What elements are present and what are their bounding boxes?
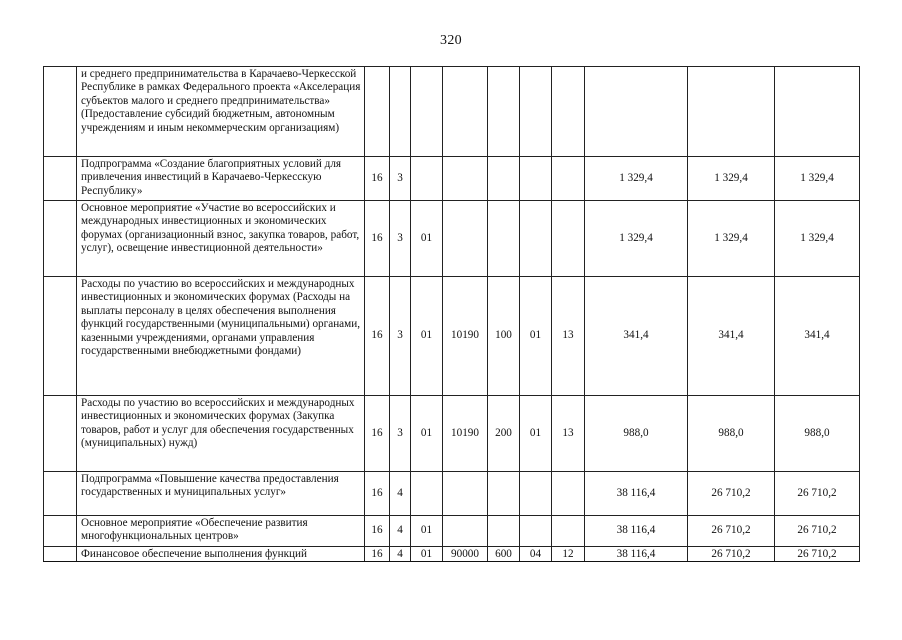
expense-type-cell: 200: [488, 396, 520, 472]
ministry-code-cell: 16: [365, 157, 390, 201]
amount-year-3-cell: 26 710,2: [775, 472, 860, 516]
item-name-cell: Подпрограмма «Создание благоприятных условий для привлечения инвестиций в Карачаево-Черкесскую Республику»: [77, 157, 365, 201]
row-number-cell: [44, 157, 77, 201]
direction-code-cell: [443, 67, 488, 157]
ministry-code-cell: 16: [365, 516, 390, 547]
table-row: [44, 277, 860, 396]
event-code-cell: [411, 472, 443, 516]
program-code-cell: 3: [390, 201, 411, 277]
page-number: 320: [440, 33, 462, 48]
section-cell: [520, 472, 552, 516]
amount-year-1-cell: [585, 67, 688, 157]
amount-year-3-cell: 26 710,2: [775, 547, 860, 562]
event-code-cell: [411, 67, 443, 157]
subsection-cell: [552, 472, 585, 516]
amount-year-3-cell: [775, 67, 860, 157]
amount-year-1-cell: 988,0: [585, 396, 688, 472]
program-code-cell: 3: [390, 157, 411, 201]
subsection-cell: [552, 67, 585, 157]
subsection-cell: [552, 516, 585, 547]
direction-code-cell: 90000: [443, 547, 488, 562]
item-name-cell: Расходы по участию во всероссийских и международных инвестиционных и экономических форумах (Расходы на выплаты персоналу в целях обеспечения выполнения функций государственными (муниципальными) органами, казенными учреждениями, органами управления государственными внебюджетными фондами): [77, 277, 365, 396]
ministry-code-cell: 16: [365, 277, 390, 396]
expense-type-cell: [488, 516, 520, 547]
subsection-cell: 12: [552, 547, 585, 562]
program-code-cell: 3: [390, 396, 411, 472]
section-cell: [520, 516, 552, 547]
expense-type-cell: 100: [488, 277, 520, 396]
event-code-cell: 01: [411, 516, 443, 547]
subsection-cell: [552, 157, 585, 201]
amount-year-2-cell: 26 710,2: [688, 472, 775, 516]
amount-year-2-cell: 341,4: [688, 277, 775, 396]
table-row: [44, 201, 860, 277]
expense-type-cell: 600: [488, 547, 520, 562]
item-name-cell: Основное мероприятие «Участие во всероссийских и международных инвестиционных и экономических форумах (организационный взнос, закупка товаров, работ, услуг), освещение инвестиционной деятельности»: [77, 201, 365, 277]
ministry-code-cell: [365, 67, 390, 157]
table-row: [44, 472, 860, 516]
item-name-cell: и среднего предпринимательства в Карачаево-Черкесской Республике в рамках Федерального проекта «Акселерация субъектов малого и среднего предпринимательства» (Предоставление субсидий бюджетным, автономным учреждениям и иным некоммерческим организациям): [77, 67, 365, 157]
ministry-code-cell: 16: [365, 396, 390, 472]
direction-code-cell: [443, 472, 488, 516]
ministry-code-cell: 16: [365, 547, 390, 562]
expense-type-cell: [488, 157, 520, 201]
event-code-cell: 01: [411, 396, 443, 472]
section-cell: [520, 157, 552, 201]
amount-year-2-cell: 988,0: [688, 396, 775, 472]
row-number-cell: [44, 277, 77, 396]
event-code-cell: [411, 157, 443, 201]
ministry-code-cell: 16: [365, 201, 390, 277]
budget-table-body: [44, 67, 860, 562]
amount-year-2-cell: 26 710,2: [688, 516, 775, 547]
amount-year-3-cell: 341,4: [775, 277, 860, 396]
amount-year-1-cell: 38 116,4: [585, 472, 688, 516]
program-code-cell: 4: [390, 516, 411, 547]
section-cell: [520, 67, 552, 157]
amount-year-2-cell: 26 710,2: [688, 547, 775, 562]
amount-year-2-cell: 1 329,4: [688, 201, 775, 277]
ministry-code-cell: 16: [365, 472, 390, 516]
item-name-cell: Подпрограмма «Повышение качества предоставления государственных и муниципальных услуг»: [77, 472, 365, 516]
amount-year-2-cell: 1 329,4: [688, 157, 775, 201]
item-name-cell: Финансовое обеспечение выполнения функций: [77, 547, 365, 562]
expense-type-cell: [488, 201, 520, 277]
amount-year-2-cell: [688, 67, 775, 157]
row-number-cell: [44, 396, 77, 472]
section-cell: 04: [520, 547, 552, 562]
table-row: [44, 157, 860, 201]
program-code-cell: [390, 67, 411, 157]
item-name-cell: Основное мероприятие «Обеспечение развития многофункциональных центров»: [77, 516, 365, 547]
subsection-cell: [552, 201, 585, 277]
expense-type-cell: [488, 67, 520, 157]
row-number-cell: [44, 547, 77, 562]
table-row: [44, 67, 860, 157]
direction-code-cell: 10190: [443, 396, 488, 472]
direction-code-cell: [443, 201, 488, 277]
subsection-cell: 13: [552, 396, 585, 472]
expense-type-cell: [488, 472, 520, 516]
row-number-cell: [44, 472, 77, 516]
amount-year-3-cell: 1 329,4: [775, 157, 860, 201]
section-cell: [520, 201, 552, 277]
amount-year-1-cell: 1 329,4: [585, 157, 688, 201]
amount-year-1-cell: 38 116,4: [585, 516, 688, 547]
amount-year-1-cell: 38 116,4: [585, 547, 688, 562]
table-row: [44, 396, 860, 472]
row-number-cell: [44, 201, 77, 277]
direction-code-cell: [443, 157, 488, 201]
amount-year-1-cell: 341,4: [585, 277, 688, 396]
event-code-cell: 01: [411, 201, 443, 277]
table-row: [44, 547, 860, 562]
event-code-cell: 01: [411, 547, 443, 562]
program-code-cell: 4: [390, 472, 411, 516]
direction-code-cell: [443, 516, 488, 547]
table-row: [44, 516, 860, 547]
budget-table: [43, 66, 860, 562]
section-cell: 01: [520, 277, 552, 396]
amount-year-1-cell: 1 329,4: [585, 201, 688, 277]
direction-code-cell: 10190: [443, 277, 488, 396]
amount-year-3-cell: 1 329,4: [775, 201, 860, 277]
row-number-cell: [44, 516, 77, 547]
row-number-cell: [44, 67, 77, 157]
item-name-cell: Расходы по участию во всероссийских и международных инвестиционных и экономических форумах (Закупка товаров, работ и услуг для обеспечения государственных (муниципальных) нужд): [77, 396, 365, 472]
program-code-cell: 4: [390, 547, 411, 562]
program-code-cell: 3: [390, 277, 411, 396]
amount-year-3-cell: 988,0: [775, 396, 860, 472]
amount-year-3-cell: 26 710,2: [775, 516, 860, 547]
subsection-cell: 13: [552, 277, 585, 396]
event-code-cell: 01: [411, 277, 443, 396]
section-cell: 01: [520, 396, 552, 472]
